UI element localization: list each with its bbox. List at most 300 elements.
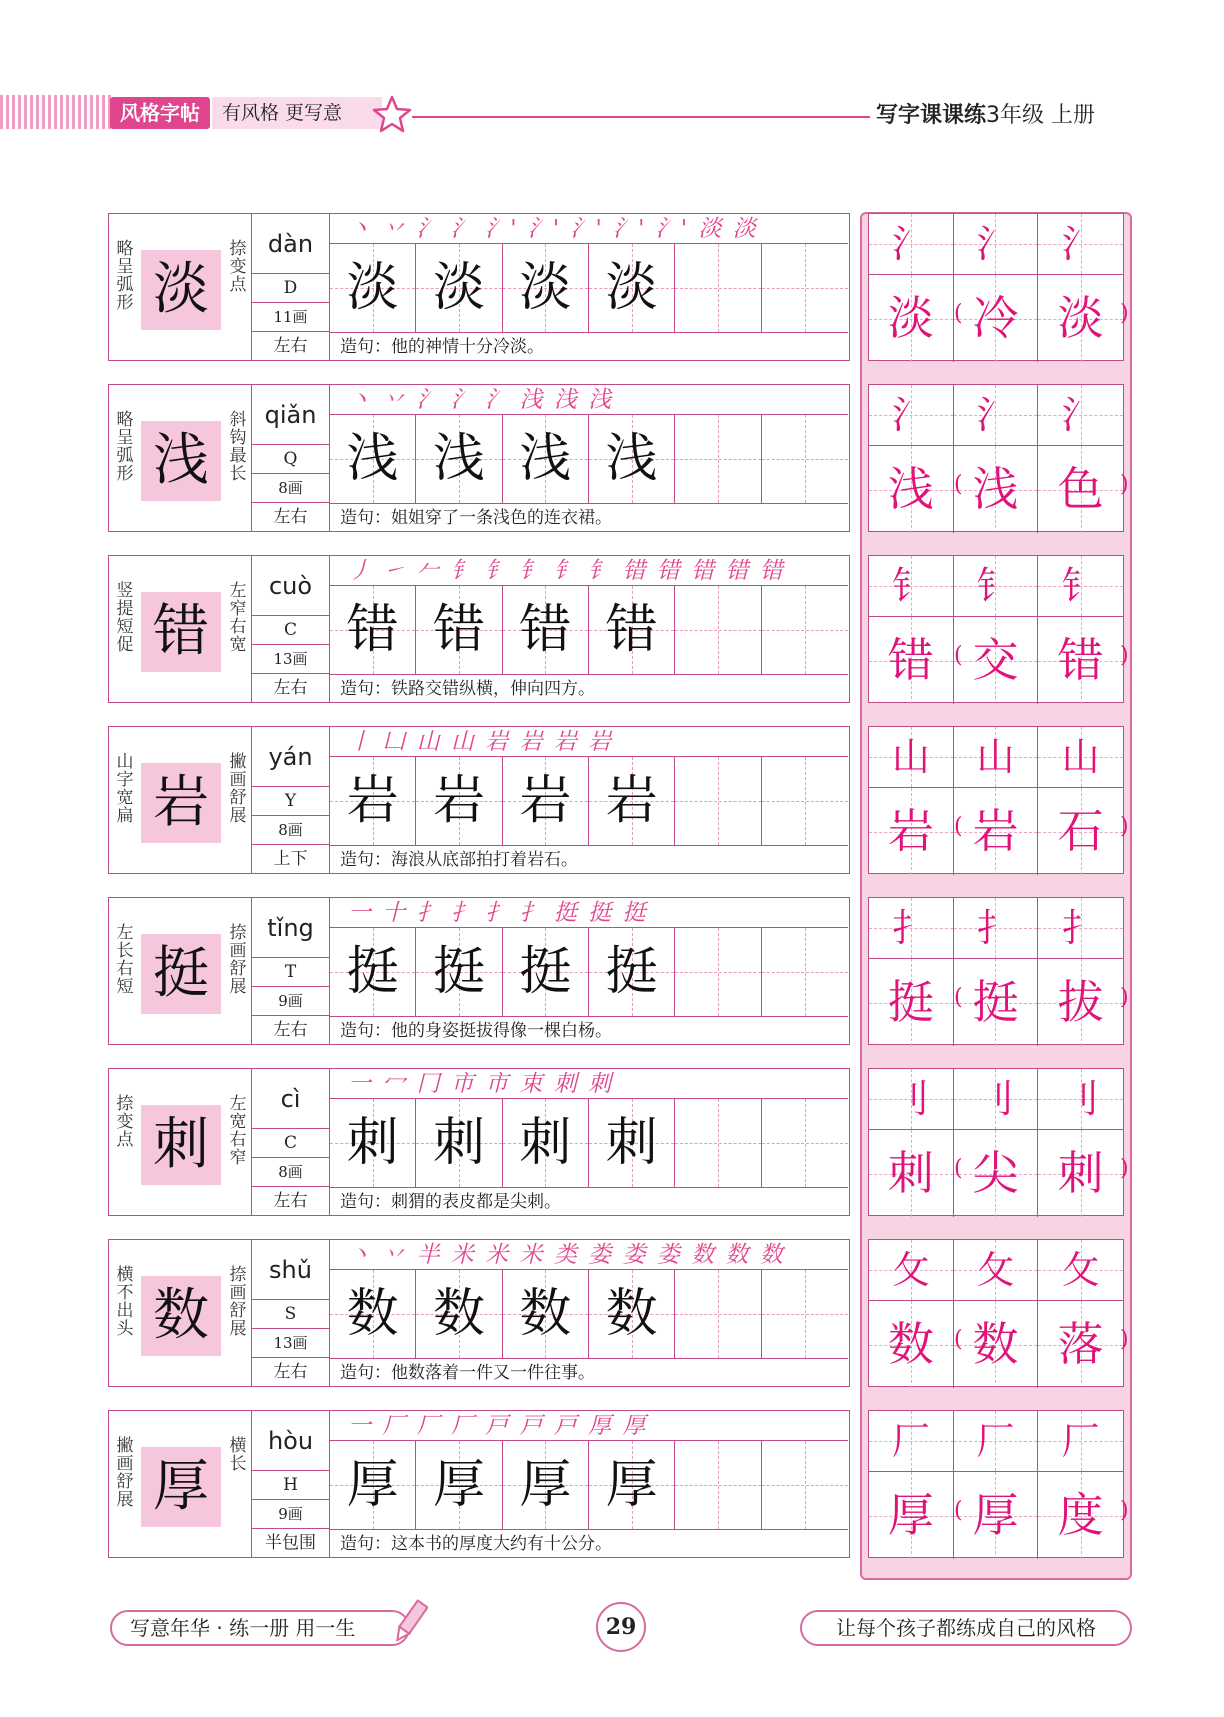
word-cell [869,275,954,362]
practice-char: 刺 [605,1113,658,1173]
practice-grid [330,1441,848,1529]
practice-char: 浅 [519,429,572,489]
index-letter: Q [252,445,329,474]
practice-char: 数 [519,1284,572,1344]
example-sentence: 造句：铁路交错纵横，伸向四方。 [330,674,848,704]
structure-type: 上下 [273,849,308,869]
word-cell [869,446,954,533]
index-letter: Y [252,787,329,816]
practice-area [330,214,848,360]
practice-cell[interactable] [589,244,675,332]
character-cell [109,898,252,1044]
radical-char: 扌 [1061,906,1100,950]
practice-char: 挺 [519,942,572,1002]
word-char: 度 [1057,1488,1104,1542]
word-char: 岩 [887,804,934,858]
word-box [868,384,1124,532]
practice-char: 淡 [346,258,399,318]
radical-cell [869,1069,954,1130]
character-cell [109,385,252,531]
example-sentence: 造句：海浪从底部拍打着岩石。 [330,845,848,875]
model-character: 岩 [141,763,221,843]
stroke-order: 丨 凵 山 山 岩 岩 岩 岩 [330,727,848,757]
word-cell [1038,617,1123,704]
writing-tip-left: 撇画舒展 [116,1436,134,1510]
word-box [868,897,1124,1045]
practice-cell[interactable] [589,757,675,845]
radical-char: 刂 [891,1077,930,1121]
practice-cell[interactable] [330,757,416,845]
practice-area [330,1069,848,1215]
writing-tip-right: 斜钩最长 [229,410,247,484]
word-char: 冷 [972,291,1019,345]
word-box [868,726,1124,874]
stroke-count: 8画 [252,474,329,503]
practice-cell[interactable] [416,1270,502,1358]
radical-cell [1038,214,1123,275]
word-cell [954,1301,1039,1388]
radical-cell [1038,1069,1123,1130]
word-box [868,1068,1124,1216]
practice-cell[interactable] [416,1441,502,1529]
word-char: 厚 [972,1488,1019,1542]
radical-cell [954,556,1039,617]
example-sentence: 造句：他的神情十分冷淡。 [330,332,848,362]
practice-cell[interactable] [762,586,848,674]
word-char: 错 [887,633,934,687]
pinyin: shǔ [252,1240,329,1300]
stroke-order: 一 十 扌 扌 扌 扌 挺 挺 挺 [330,898,848,928]
radical-cell [1038,556,1123,617]
word-paren-open: ( [954,643,963,668]
practice-cell[interactable] [675,928,761,1016]
practice-char: 厚 [605,1455,658,1515]
practice-char: 浅 [346,429,399,489]
character-info [252,1411,330,1557]
character-info [252,727,330,873]
character-row [108,384,850,532]
practice-cell[interactable] [675,586,761,674]
word-char: 淡 [887,291,934,345]
practice-cell[interactable] [589,928,675,1016]
practice-char: 挺 [605,942,658,1002]
pinyin: cuò [252,556,329,616]
practice-area [330,727,848,873]
practice-cell[interactable] [503,1441,589,1529]
word-char: 浅 [887,462,934,516]
word-paren-close: ) [1120,1156,1129,1181]
character-cell [109,1069,252,1215]
example-sentence: 造句：他的身姿挺拔得像一棵白杨。 [330,1016,848,1046]
radical-char: 厂 [1061,1419,1100,1463]
word-box [868,1239,1124,1387]
word-char: 拔 [1057,975,1104,1029]
word-cell [954,617,1039,704]
practice-cell[interactable] [589,586,675,674]
word-box [868,555,1124,703]
writing-tip-left: 略呈弧形 [116,410,134,484]
word-cell [1038,446,1123,533]
word-cell [869,788,954,875]
radical-cell [954,214,1039,275]
word-cell [1038,275,1123,362]
radical-char: 扌 [891,906,930,950]
practice-cell[interactable] [330,1441,416,1529]
radical-char: 扌 [976,906,1015,950]
pencil-icon [392,1596,428,1648]
practice-cell[interactable] [762,1441,848,1529]
practice-cell[interactable] [675,1099,761,1187]
radical-char: 山 [1061,735,1100,779]
practice-char: 淡 [432,258,485,318]
index-letter: H [252,1471,329,1500]
model-character: 淡 [141,250,221,330]
practice-cell[interactable] [762,1270,848,1358]
practice-grid [330,757,848,845]
footer-slogan-right: 让每个孩子都练成自己的风格 [800,1610,1132,1646]
practice-cell[interactable] [416,586,502,674]
writing-tip-right: 捺画舒展 [229,1265,247,1339]
writing-tip-right: 左窄右宽 [229,581,247,655]
structure-type: 左右 [273,507,308,527]
practice-char: 数 [346,1284,399,1344]
footer-slogan-left: 写意年华 · 练一册 用一生 [110,1610,410,1646]
practice-cell[interactable] [762,757,848,845]
word-char: 错 [1057,633,1104,687]
index-letter: C [252,616,329,645]
header-slogan: 有风格 更写意 [212,97,382,129]
practice-char: 数 [432,1284,485,1344]
word-char: 厚 [887,1488,934,1542]
radical-cell [1038,1240,1123,1301]
practice-cell[interactable] [330,415,416,503]
page-number: 29 [596,1602,646,1652]
writing-tip-right: 捺画舒展 [229,923,247,997]
practice-char: 岩 [346,771,399,831]
practice-cell[interactable] [416,1099,502,1187]
practice-grid [330,415,848,503]
word-cell [869,1130,954,1217]
writing-tip-right: 捺变点 [229,239,247,295]
practice-area [330,1240,848,1386]
word-char: 数 [887,1317,934,1371]
character-row [108,726,850,874]
word-cell [1038,788,1123,875]
radical-cell [869,1411,954,1472]
example-sentence: 造句：他数落着一件又一件往事。 [330,1358,848,1388]
word-cell [1038,1130,1123,1217]
practice-char: 错 [605,600,658,660]
writing-tip-right: 左宽右窄 [229,1094,247,1168]
practice-char: 浅 [605,429,658,489]
character-info [252,898,330,1044]
radical-cell [954,898,1039,959]
radical-cell [869,1240,954,1301]
practice-cell[interactable] [503,586,589,674]
structure-type: 左右 [273,1020,308,1040]
practice-char: 刺 [519,1113,572,1173]
practice-cell[interactable] [330,928,416,1016]
radical-char: 钅 [976,564,1015,608]
practice-area [330,1411,848,1557]
practice-grid [330,928,848,1016]
stroke-order: 一 冖 冂 市 市 束 刺 刺 [330,1069,848,1099]
practice-cell[interactable] [503,757,589,845]
word-char: 交 [972,633,1019,687]
stroke-count: 13画 [252,645,329,674]
practice-grid [330,1270,848,1358]
stroke-order: 丶 丷 氵 氵 氵 浅 浅 浅 [330,385,848,415]
star-icon [370,94,414,134]
practice-cell[interactable] [416,757,502,845]
practice-cell[interactable] [589,1441,675,1529]
radical-cell [869,727,954,788]
book-title-main: 写字课课练 [876,103,987,128]
word-cell [1038,1472,1123,1559]
word-char: 岩 [972,804,1019,858]
model-character: 厚 [141,1447,221,1527]
word-char: 石 [1057,804,1104,858]
character-info [252,1069,330,1215]
character-row [108,555,850,703]
practice-cell[interactable] [675,1270,761,1358]
structure-type: 左右 [273,1191,308,1211]
word-paren-open: ( [954,1498,963,1523]
writing-tip-left: 横不出头 [116,1265,134,1339]
radical-cell [954,1240,1039,1301]
practice-char: 错 [432,600,485,660]
character-row [108,1239,850,1387]
pinyin: qiǎn [252,385,329,445]
pinyin: cì [252,1069,329,1129]
writing-tip-left: 山字宽扁 [116,752,134,826]
word-box [868,213,1124,361]
writing-tip-left: 略呈弧形 [116,239,134,313]
radical-char: 攵 [976,1248,1015,1292]
practice-char: 岩 [605,771,658,831]
practice-area [330,385,848,531]
radical-char: 攵 [1061,1248,1100,1292]
practice-char: 淡 [605,258,658,318]
word-paren-close: ) [1120,985,1129,1010]
radical-cell [1038,727,1123,788]
practice-char: 挺 [432,942,485,1002]
radical-char: 氵 [976,393,1015,437]
practice-char: 挺 [346,942,399,1002]
practice-cell[interactable] [762,415,848,503]
radical-char: 攵 [891,1248,930,1292]
practice-cell[interactable] [675,757,761,845]
practice-cell[interactable] [330,244,416,332]
practice-cell[interactable] [675,244,761,332]
word-cell [954,959,1039,1046]
character-row [108,897,850,1045]
practice-cell[interactable] [762,928,848,1016]
practice-cell[interactable] [503,1270,589,1358]
practice-char: 错 [519,600,572,660]
example-sentence: 造句：刺猬的表皮都是尖刺。 [330,1187,848,1217]
character-info [252,1240,330,1386]
character-cell [109,1411,252,1557]
book-title-grade: 3年级 上册 [986,103,1096,128]
practice-cell[interactable] [416,928,502,1016]
word-paren-close: ) [1120,643,1129,668]
word-cell [869,959,954,1046]
word-paren-open: ( [954,1327,963,1352]
word-cell [954,1130,1039,1217]
radical-cell [869,898,954,959]
word-char: 尖 [972,1146,1019,1200]
stroke-count: 9画 [252,1500,329,1529]
word-cell [869,617,954,704]
word-cell [1038,1301,1123,1388]
header-tag: 风格字帖 [110,97,210,129]
practice-cell[interactable] [675,415,761,503]
practice-cell[interactable] [330,1099,416,1187]
word-cell [954,1472,1039,1559]
example-sentence: 造句：姐姐穿了一条浅色的连衣裙。 [330,503,848,533]
index-letter: C [252,1129,329,1158]
word-char: 刺 [1057,1146,1104,1200]
character-cell [109,556,252,702]
model-character: 浅 [141,421,221,501]
character-row [108,1410,850,1558]
word-paren-close: ) [1120,1327,1129,1352]
practice-char: 刺 [346,1113,399,1173]
word-paren-close: ) [1120,472,1129,497]
radical-char: 山 [976,735,1015,779]
radical-cell [1038,385,1123,446]
character-cell [109,1240,252,1386]
practice-area [330,898,848,1044]
practice-grid [330,1099,848,1187]
practice-char: 岩 [519,771,572,831]
word-char: 色 [1057,462,1104,516]
practice-cell[interactable] [675,1441,761,1529]
index-letter: T [252,958,329,987]
stroke-count: 13画 [252,1329,329,1358]
word-paren-close: ) [1120,814,1129,839]
character-info [252,556,330,702]
character-info [252,385,330,531]
model-character: 错 [141,592,221,672]
example-sentence: 造句：这本书的厚度大约有十公分。 [330,1529,848,1559]
practice-cell[interactable] [503,415,589,503]
radical-char: 刂 [1061,1077,1100,1121]
word-char: 浅 [972,462,1019,516]
word-char: 数 [972,1317,1019,1371]
practice-cell[interactable] [416,415,502,503]
practice-char: 厚 [346,1455,399,1515]
practice-cell[interactable] [503,244,589,332]
pinyin: yán [252,727,329,787]
stroke-order: 丿 ㇀ 𠂉 钅 钅 钅 钅 钅 错 错 错 错 错 [330,556,848,586]
character-row [108,213,850,361]
word-char: 淡 [1057,291,1104,345]
word-paren-open: ( [954,472,963,497]
radical-cell [954,1411,1039,1472]
radical-char: 钅 [1061,564,1100,608]
header-stripes [0,95,112,129]
word-box [868,1410,1124,1558]
practice-cell[interactable] [330,586,416,674]
writing-tip-right: 撇画舒展 [229,752,247,826]
model-character: 挺 [141,934,221,1014]
stroke-order: 一 厂 厂 厂 戸 戸 戸 厚 厚 [330,1411,848,1441]
practice-char: 厚 [519,1455,572,1515]
word-char: 落 [1057,1317,1104,1371]
radical-cell [869,385,954,446]
practice-area [330,556,848,702]
practice-char: 数 [605,1284,658,1344]
practice-char: 浅 [432,429,485,489]
practice-cell[interactable] [762,244,848,332]
writing-tip-left: 左长右短 [116,923,134,997]
model-character: 数 [141,1276,221,1356]
practice-char: 厚 [432,1455,485,1515]
writing-tip-right: 横长 [229,1436,247,1474]
structure-type: 左右 [273,1362,308,1382]
radical-char: 氵 [1061,222,1100,266]
practice-cell[interactable] [330,1270,416,1358]
word-char: 挺 [972,975,1019,1029]
structure-type: 左右 [273,678,308,698]
radical-char: 氵 [1061,393,1100,437]
practice-char: 刺 [432,1113,485,1173]
word-paren-close: ) [1120,301,1129,326]
radical-cell [954,385,1039,446]
practice-grid [330,586,848,674]
radical-char: 刂 [976,1077,1015,1121]
radical-cell [1038,898,1123,959]
radical-char: 钅 [891,564,930,608]
radical-cell [954,727,1039,788]
practice-char: 岩 [432,771,485,831]
structure-type: 半包围 [265,1533,316,1553]
radical-char: 厂 [891,1419,930,1463]
book-title [876,98,1095,129]
radical-char: 氵 [891,222,930,266]
radical-char: 氵 [891,393,930,437]
index-letter: S [252,1300,329,1329]
character-cell [109,727,252,873]
character-cell [109,214,252,360]
radical-cell [1038,1411,1123,1472]
radical-cell [869,214,954,275]
practice-char: 淡 [519,258,572,318]
word-paren-open: ( [954,814,963,839]
practice-cell[interactable] [503,928,589,1016]
practice-cell[interactable] [589,1099,675,1187]
word-cell [1038,959,1123,1046]
structure-type: 左右 [273,336,308,356]
word-cell [869,1301,954,1388]
practice-cell[interactable] [589,1270,675,1358]
practice-cell[interactable] [762,1099,848,1187]
pinyin: hòu [252,1411,329,1471]
stroke-count: 11画 [252,303,329,332]
word-cell [954,275,1039,362]
word-cell [869,1472,954,1559]
practice-cell[interactable] [503,1099,589,1187]
practice-cell[interactable] [416,244,502,332]
index-letter: D [252,274,329,303]
practice-cell[interactable] [589,415,675,503]
pinyin: tǐng [252,898,329,958]
word-cell [954,788,1039,875]
practice-char: 错 [346,600,399,660]
stroke-order: 丶 丷 氵 氵 氵' 氵' 氵' 氵' 氵' 淡 淡 [330,214,848,244]
